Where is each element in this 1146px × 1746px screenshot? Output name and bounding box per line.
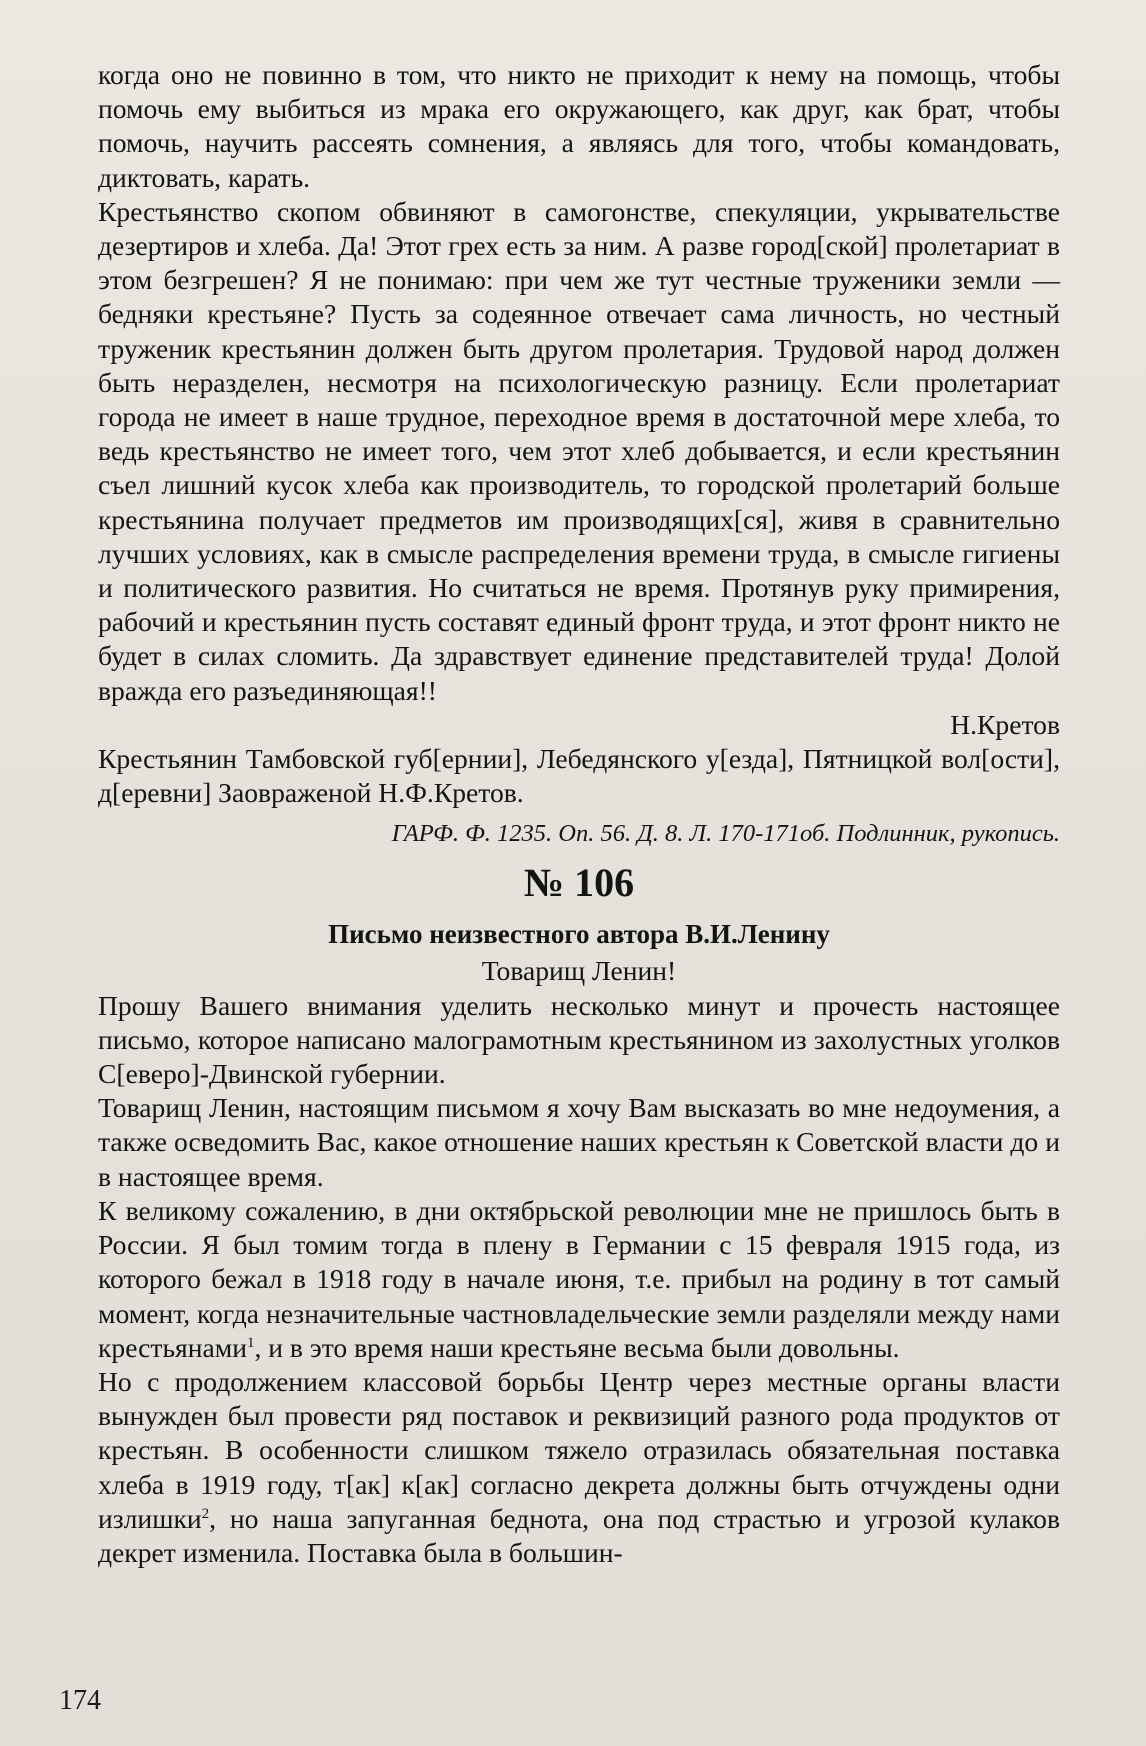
letter-paragraph-3-part-b: , и в это время наши крестьяне весьма были довольны. [254,1331,900,1363]
signature-name: Н.Кретов [950,708,1060,740]
paragraph-2-text: Крестьянство скопом обвиняют в самогонстве, спекуляции, укрывательстве дезертиров и хлеба. Да! Этот грех есть за ним. А разве город[ской] пролетариат в этом безгрешен? Я не понимаю: при чем же тут честные труженики земли — бедняки крестьяне? Пусть за содеянное отвечает сама личность, но честный труженик крестьянин должен быть другом пролетария. Трудовой народ должен быть неразделен, несмотря на психологическую разницу. Если пролетариат города не имеет в наше трудное, переходное время в достаточной мере хлеба, то ведь крестьянство не имеет того, чем этот хлеб добывается, и если крестьянин съел лишний кусок хлеба как производитель, то городской пролетарий больше крестьянина получает предметов им производящих[ся], живя в сравнительно лучших условиях, как в смысле распределения времени труда, в смысле гигиены и политического развития. Но считаться не время. Протянув руку примирения, рабочий и крестьянин пусть составят единый фронт труда, и этот фронт никто не будет в силах сломить. Да здравствует единение представителей труда! Долой вражда его разъединяющая!! [98,195,1060,706]
salutation: Товарищ Ленин! [481,955,677,987]
letter-paragraph-4-part-b: , но наша запуганная беднота, она под страстью и угрозой кулаков декрет изменила. Поставка была в большин- [98,1502,1060,1568]
footnote-ref-1: 1 [246,1334,255,1351]
archive-source: ГАРФ. Ф. 1235. Оп. 56. Д. 8. Л. 170-171об. Подлинник, рукопись. [391,820,1060,848]
letter-paragraph-4-part-a: Но с продолжением классовой борьбы Центр через местные органы власти вынужден был провести ряд поставок и реквизиций разного рода продуктов от крестьян. В особенности слишком тяжело отразилась обязательная поставка хлеба в 1919 году, т[ак] к[ак] согласно декрета должны быть отчуждены одни излишки [98,1365,1060,1534]
continuation-text: когда оно не повинно в том, что никто не приходит к нему на помощь, чтобы помочь ему выбиться из мрака его окружающего, как друг, как брат, чтобы помочь, научить рассеять сомнения, а являясь для того, чтобы командовать, диктовать, карать. [98,59,1060,193]
letter-paragraph-3 [98,1194,1060,1365]
signature-full: Крестьянин Тамбовской губ[ернии], Лебедянского у[езда], Пятницкой вол[ости], д[еревни] Заовраженой Н.Ф.Кретов. [98,743,1060,809]
letter-paragraph-1: Прошу Вашего внимания уделить несколько минут и прочесть настоящее письмо, которое написано малограмотным крестьянином из захолустных уголков С[еверо]-Двинской губернии. [98,989,1060,1090]
paragraph-2 [98,195,1060,708]
footnote-ref-2: 2 [201,1505,210,1522]
document-number: № 106 [523,860,635,906]
continuation-paragraph [98,58,1060,195]
page-number: 174 [59,1685,101,1716]
main-text [98,58,1060,1570]
document-title: Письмо неизвестного автора В.И.Ленину [328,919,830,950]
letter-paragraph-2: Товарищ Ленин, настоящим письмом я хочу Вам высказать во мне недоумения, а также осведомить Вас, какое отношение наших крестьян к Советской власти до и в настоящее время. [98,1092,1060,1192]
letter-paragraph-4 [98,1365,1060,1570]
letter-paragraph-3-part-a: К великому сожалению, в дни октябрьской революции мне не пришлось быть в России. Я был томим тогда в плену в Германии с 15 февраля 1915 года, из которого бежал в 1918 году в начале июня, т.е. прибыл на родину в тот самый момент, когда незначительные частновладельческие земли разделяли между нами крестьянами [98,1194,1060,1363]
